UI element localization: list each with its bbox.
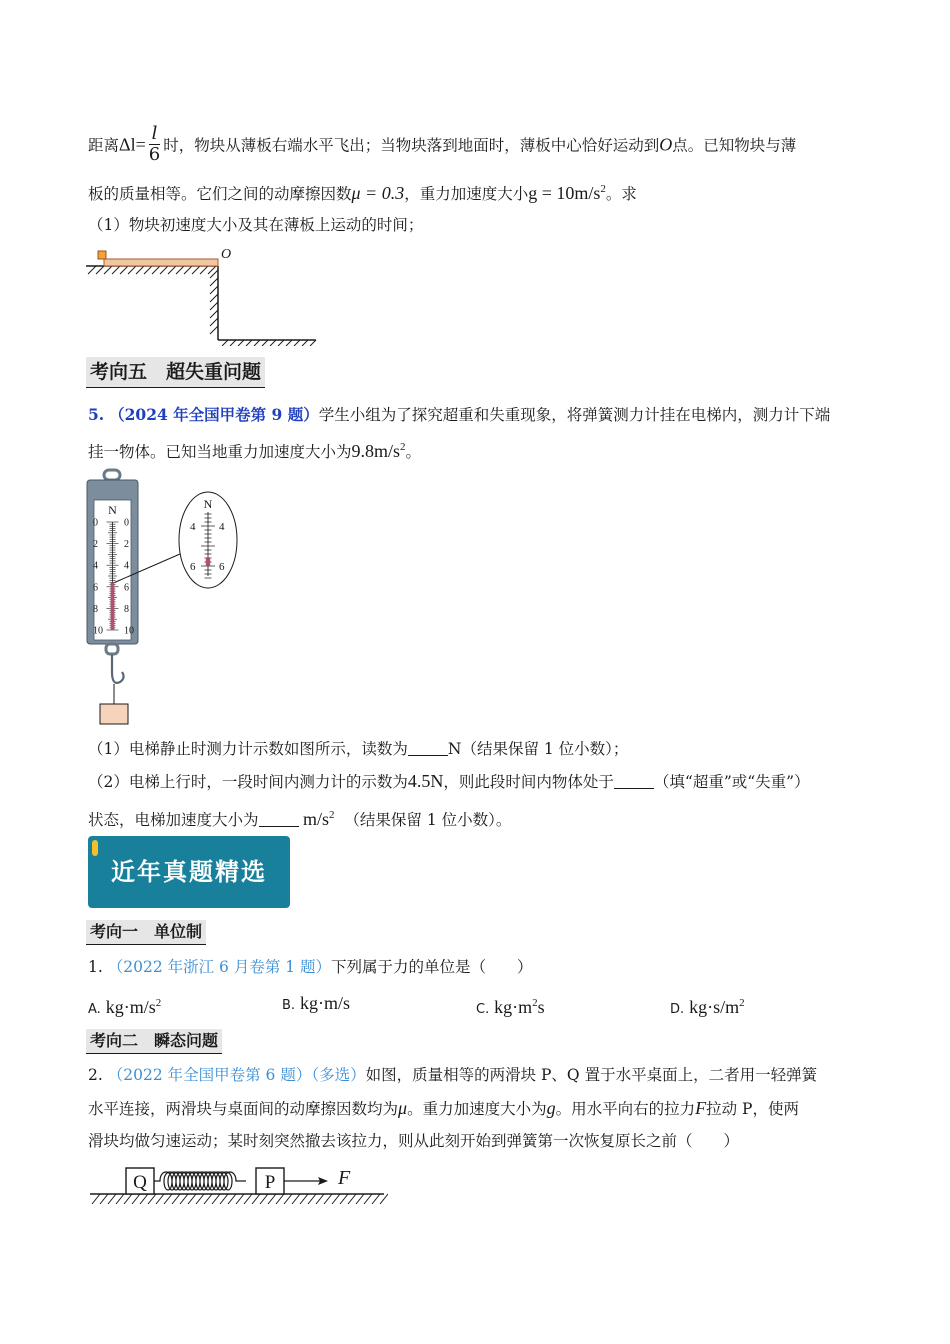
scale-tick-label-left: 2: [93, 539, 98, 551]
q2-line-2: 水平连接，两滑块与桌面间的动摩擦因数均为μ。重力加速度大小为g。用水平向右的拉力F拉动 P，使两: [88, 1098, 799, 1118]
table-hatch-line: [332, 1194, 340, 1204]
scale-tick-label-left: 10: [93, 625, 103, 637]
table-hatch-line: [236, 1194, 244, 1204]
table-hatch-line: [356, 1194, 364, 1204]
cliff-wall-hatch: [210, 270, 218, 334]
table-hatch-line: [196, 1194, 204, 1204]
table-hatch-line: [180, 1194, 188, 1204]
table-hatch-line: [100, 1194, 108, 1204]
table-hatch-line: [340, 1194, 348, 1204]
table-hatch-line: [116, 1194, 124, 1204]
zoom-tick-label-right: 4: [219, 521, 225, 533]
delta-l: Δl: [119, 134, 136, 155]
block-p-label: P: [264, 1172, 276, 1193]
q1-option-d[interactable]: D. $kg\cdot s/m^2$: [670, 997, 745, 1017]
spring-blocks-figure: [88, 1164, 388, 1210]
scale-tick-label-right: 8: [124, 603, 129, 615]
plank-cliff-figure: [84, 246, 324, 346]
table-hatch-line: [324, 1194, 332, 1204]
q2-number: 2.: [88, 1066, 103, 1084]
table-hatch-line: [156, 1194, 164, 1204]
q5-line-2: 挂一物体。已知当地重力加速度大小为$9.8m/s^2$。: [88, 441, 422, 461]
zoom-tick-label-right: 6: [219, 561, 225, 573]
p4-line-1: 距离Δl= $\frac{l}{6}$ 时，物块从薄板右端水平飞出；当物块落到地面时，薄板中心恰好运动到O点。已知物块与薄: [88, 123, 797, 165]
q2-line-3: 滑块均做匀速运动；某时刻突然撤去该拉力，则从此刻开始到弹簧第一次恢复原长之前（ ）: [88, 1132, 740, 1150]
small-block: [98, 251, 106, 259]
reading-value: 4.5N: [407, 771, 444, 791]
table-hatch-line: [372, 1194, 380, 1204]
scale-tick-label-left: 8: [93, 603, 98, 615]
table-hatch-line: [300, 1194, 308, 1204]
answer-blank-2[interactable]: [614, 773, 654, 789]
table-hatch-line: [140, 1194, 148, 1204]
table-hatch-line: [316, 1194, 324, 1204]
table-hatch-line: [364, 1194, 372, 1204]
table-hatch-line: [204, 1194, 212, 1204]
table-hatch: [92, 1194, 388, 1204]
q5-line-1: 5. （2024 年全国甲卷第 9 题）学生小组为了探究超重和失重现象，将弹簧测力计挂在电梯内，测力计下端: [88, 405, 831, 424]
q1-number: 1.: [88, 958, 103, 976]
q1-stem: 1. （2022 年浙江 6 月卷第 1 题）下列属于力的单位是（ ）: [88, 958, 533, 976]
table-hatch-line: [260, 1194, 268, 1204]
zoom-tick-label-left: 4: [190, 521, 196, 533]
section-heading-2: 考向二 瞬态问题: [86, 1029, 222, 1054]
scale-tick-label-right: 6: [124, 582, 129, 594]
lower-ground-hatch: [222, 340, 316, 346]
table-hatch-line: [284, 1194, 292, 1204]
q2-line-1: 2. （2022 年全国甲卷第 6 题）（多选）如图，质量相等的两滑块 P、Q 置于水平桌面上，二者用一轻弹簧: [88, 1066, 818, 1084]
spring: [154, 1172, 246, 1190]
table-hatch-line: [228, 1194, 236, 1204]
scale-tick-label-right: 4: [124, 560, 129, 572]
zoom-tick-label-left: 6: [190, 561, 196, 573]
force-label: F: [338, 1167, 351, 1189]
table-hatch-line: [380, 1194, 388, 1204]
table-hatch-line: [124, 1194, 132, 1204]
table-hatch-line: [244, 1194, 252, 1204]
q1-option-c[interactable]: C. $kg\cdot m^2s$: [476, 997, 545, 1017]
table-hatch-line: [220, 1194, 228, 1204]
thin-plank: [104, 259, 218, 266]
q5-sub-1: （1）电梯静止时测力计示数如图所示，读数为 N（结果保留 1 位小数）；: [88, 740, 629, 758]
table-hatch-line: [108, 1194, 116, 1204]
scale-tick-label-right: 10: [124, 625, 134, 637]
scale-indicator: [111, 582, 115, 630]
banner-title: 近年真题精选: [111, 858, 267, 886]
q5-sub-3: 状态，电梯加速度大小为 $m/s^2$ （结果保留 1 位小数）。: [88, 809, 512, 829]
table-hatch-line: [164, 1194, 172, 1204]
scale-tick-label-left: 0: [93, 517, 98, 529]
zoom-unit-label: N: [203, 497, 213, 511]
zoom-indicator: [206, 558, 210, 566]
p4-line-2: 板的质量相等。它们之间的动摩擦因数μ = 0.3，重力加速度大小$g = 10m/s^2$。求: [88, 183, 637, 203]
section-heading-5: 考向五 超失重问题: [86, 357, 265, 388]
g-value: $g = 10m/s^2$: [528, 183, 606, 203]
scale-tick-label-left: 6: [93, 582, 98, 594]
hanging-object: [100, 704, 128, 724]
table-hatch-line: [188, 1194, 196, 1204]
scale-unit-label: N: [108, 503, 117, 517]
q5-sub-2: （2）电梯上行时，一段时间内测力计的示数为4.5N，则此段时间内物体处于 （填“超重”或“失重”）: [88, 771, 810, 791]
table-hatch-line: [292, 1194, 300, 1204]
table-hatch-line: [92, 1194, 100, 1204]
p4-question-1: （1）物块初速度大小及其在薄板上运动的时间；: [88, 216, 424, 234]
table-hatch-line: [132, 1194, 140, 1204]
q5-source: （2024 年全国甲卷第 9 题）: [109, 405, 319, 424]
bottom-ring: [106, 644, 118, 654]
q5-g-value: $9.8m/s^2$: [351, 441, 406, 461]
table-hatch-line: [276, 1194, 284, 1204]
accel-unit: $m/s^2$: [303, 809, 335, 829]
q5-number: 5.: [88, 405, 105, 424]
top-ring: [104, 470, 120, 480]
q1-source: （2022 年浙江 6 月卷第 1 题）: [107, 958, 332, 976]
table-hatch-line: [348, 1194, 356, 1204]
ground-hatch-top: [88, 266, 216, 274]
q2-source: （2022 年全国甲卷第 6 题）（多选）: [107, 1066, 366, 1084]
mu-value: μ = 0.3: [351, 183, 405, 203]
scale-tick-label-left: 4: [93, 560, 98, 572]
o-point: O: [659, 134, 673, 155]
spring-scale-figure: [84, 468, 244, 730]
table-hatch-line: [148, 1194, 156, 1204]
q1-option-a[interactable]: A. $kg\cdot m/s^2$: [88, 997, 162, 1017]
answer-blank-3[interactable]: [259, 811, 299, 827]
answer-blank-1[interactable]: [408, 740, 448, 756]
table-hatch-line: [252, 1194, 260, 1204]
section-banner: [88, 836, 290, 908]
block-q-label: Q: [133, 1172, 147, 1193]
table-hatch-line: [172, 1194, 180, 1204]
fraction-l-over-6: $\frac{l}{6}$: [148, 123, 161, 165]
hook: [112, 654, 124, 683]
scale-tick-label-right: 2: [124, 539, 129, 551]
table-hatch-line: [212, 1194, 220, 1204]
section-heading-1: 考向一 单位制: [86, 920, 206, 945]
q1-option-b[interactable]: B. kg·m/s: [282, 993, 351, 1013]
table-hatch-line: [268, 1194, 276, 1204]
table-hatch-line: [308, 1194, 316, 1204]
scale-tick-label-right: 0: [124, 517, 129, 529]
o-label: O: [221, 247, 232, 262]
